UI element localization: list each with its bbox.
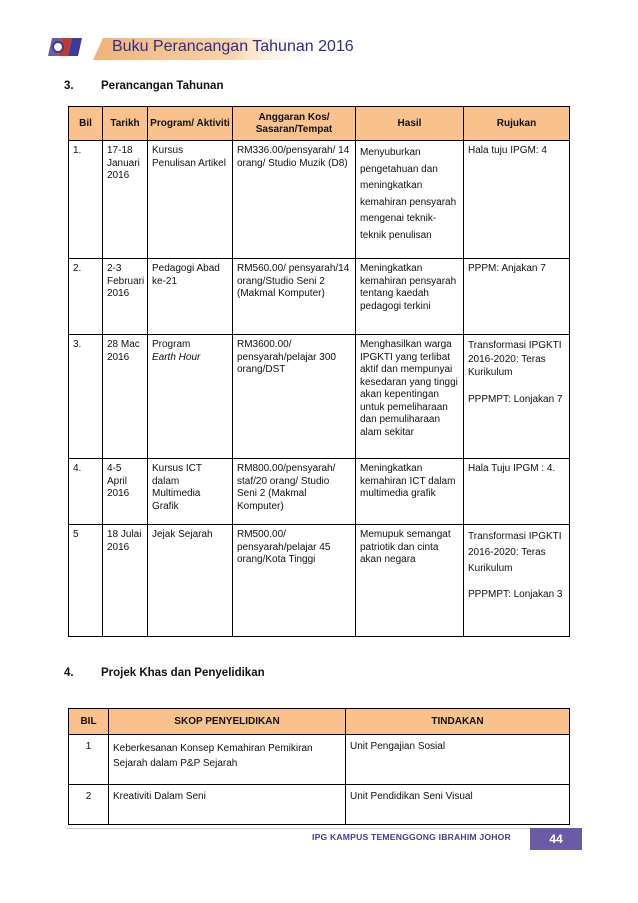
rujukan-line-a: Transformasi IPGKTI 2016-2020: Teras Kurikulum — [468, 340, 562, 378]
col-header-bil: Bil — [69, 107, 103, 141]
col-header-skop: SKOP PENYELIDIKAN — [109, 709, 346, 735]
cell-tarikh: 18 Julai 2016 — [103, 525, 148, 637]
cell-hasil: Menyuburkan pengetahuan dan meningkatkan kemahiran pensyarah mengenai teknik-teknik penulisan — [356, 141, 464, 259]
rujukan-line-b: PPPMPT: Lonjakan 3 — [468, 589, 563, 600]
page-number: 44 — [530, 828, 582, 850]
cell-hasil: Menghasilkan warga IPGKTI yang terlibat aktif dan mempunyai kesedaran yang tinggi akan kepentingan untuk pemeliharaan dan pemuliharaan alam sekitar — [356, 335, 464, 459]
cell-bil: 1 — [69, 735, 109, 785]
table-header-row — [69, 709, 570, 735]
col-header-kos: Anggaran Kos/ Sasaran/Tempat — [233, 107, 356, 141]
rujukan-line-b: PPPMPT: Lonjakan 7 — [468, 393, 563, 405]
rujukan-line-a: Transformasi IPGKTI 2016-2020: Teras Kurikulum — [468, 531, 562, 574]
section-3-number: 3. — [64, 80, 74, 92]
cell-hasil: Meningkatkan kemahiran pensyarah tentang kaedah pedagogi terkini — [356, 259, 464, 335]
section-4-number: 4. — [64, 667, 74, 679]
cell-kos: RM560.00/ pensyarah/14 orang/Studio Seni 2 (Makmal Komputer) — [233, 259, 356, 335]
logo-icon — [48, 34, 84, 60]
cell-program: Pedagogi Abad ke-21 — [148, 259, 233, 335]
footer-divider — [66, 828, 581, 829]
cell-hasil: Meningkatkan kemahiran ICT dalam multimedia grafik — [356, 459, 464, 525]
header-title: Buku Perancangan Tahunan 2016 — [112, 38, 354, 55]
cell-rujukan: PPPM: Anjakan 7 — [464, 259, 570, 335]
col-header-program: Program/ Aktiviti — [148, 107, 233, 141]
col-header-hasil: Hasil — [356, 107, 464, 141]
cell-bil: 5 — [69, 525, 103, 637]
cell-program — [148, 335, 233, 459]
cell-bil: 1. — [69, 141, 103, 259]
section-4-heading: Projek Khas dan Penyelidikan — [101, 667, 265, 679]
cell-rujukan — [464, 335, 570, 459]
cell-kos: RM500.00/ pensyarah/pelajar 45 orang/Kota Tinggi — [233, 525, 356, 637]
cell-bil: 2. — [69, 259, 103, 335]
cell-program: Kursus ICT dalam Multimedia Grafik — [148, 459, 233, 525]
table-row — [69, 735, 570, 785]
table-header-row — [69, 107, 570, 141]
cell-bil: 4. — [69, 459, 103, 525]
footer-institution: IPG KAMPUS TEMENGGONG IBRAHIM JOHOR — [312, 832, 511, 842]
cell-rujukan — [464, 525, 570, 637]
cell-tarikh: 17-18 Januari 2016 — [103, 141, 148, 259]
cell-kos: RM3600.00/ pensyarah/pelajar 300 orang/DST — [233, 335, 356, 459]
cell-tindakan: Unit Pengajian Sosial — [346, 735, 570, 785]
table-row — [69, 459, 570, 525]
cell-program: Kursus Penulisan Artikel — [148, 141, 233, 259]
cell-tindakan: Unit Pendidikan Seni Visual — [346, 785, 570, 825]
table-row — [69, 335, 570, 459]
table-row — [69, 525, 570, 637]
cell-program: Jejak Sejarah — [148, 525, 233, 637]
cell-kos: RM800.00/pensyarah/ staf/20 orang/ Studio Seni 2 (Makmal Komputer) — [233, 459, 356, 525]
cell-tarikh: 4-5 April 2016 — [103, 459, 148, 525]
program-italic-label: Earth Hour — [152, 351, 201, 363]
cell-hasil: Memupuk semangat patriotik dan cinta akan negara — [356, 525, 464, 637]
cell-rujukan: Hala tuju IPGM: 4 — [464, 141, 570, 259]
col-header-bil: BIL — [69, 709, 109, 735]
cell-skop: Keberkesanan Konsep Kemahiran Pemikiran Sejarah dalam P&P Sejarah — [109, 735, 346, 785]
cell-kos: RM336.00/pensyarah/ 14 orang/ Studio Muzik (D8) — [233, 141, 356, 259]
col-header-tindakan: TINDAKAN — [346, 709, 570, 735]
section-3-heading: Perancangan Tahunan — [101, 80, 224, 92]
research-projects-table — [68, 708, 570, 825]
cell-skop: Kreativiti Dalam Seni — [109, 785, 346, 825]
annual-plan-table — [68, 106, 570, 637]
table-row — [69, 785, 570, 825]
cell-bil: 2 — [69, 785, 109, 825]
table-row — [69, 141, 570, 259]
col-header-tarikh: Tarikh — [103, 107, 148, 141]
cell-bil: 3. — [69, 335, 103, 459]
cell-rujukan: Hala Tuju IPGM : 4. — [464, 459, 570, 525]
col-header-rujukan: Rujukan — [464, 107, 570, 141]
cell-tarikh: 2-3 Februari 2016 — [103, 259, 148, 335]
cell-tarikh: 28 Mac 2016 — [103, 335, 148, 459]
table-row — [69, 259, 570, 335]
program-label: Program — [152, 339, 191, 350]
